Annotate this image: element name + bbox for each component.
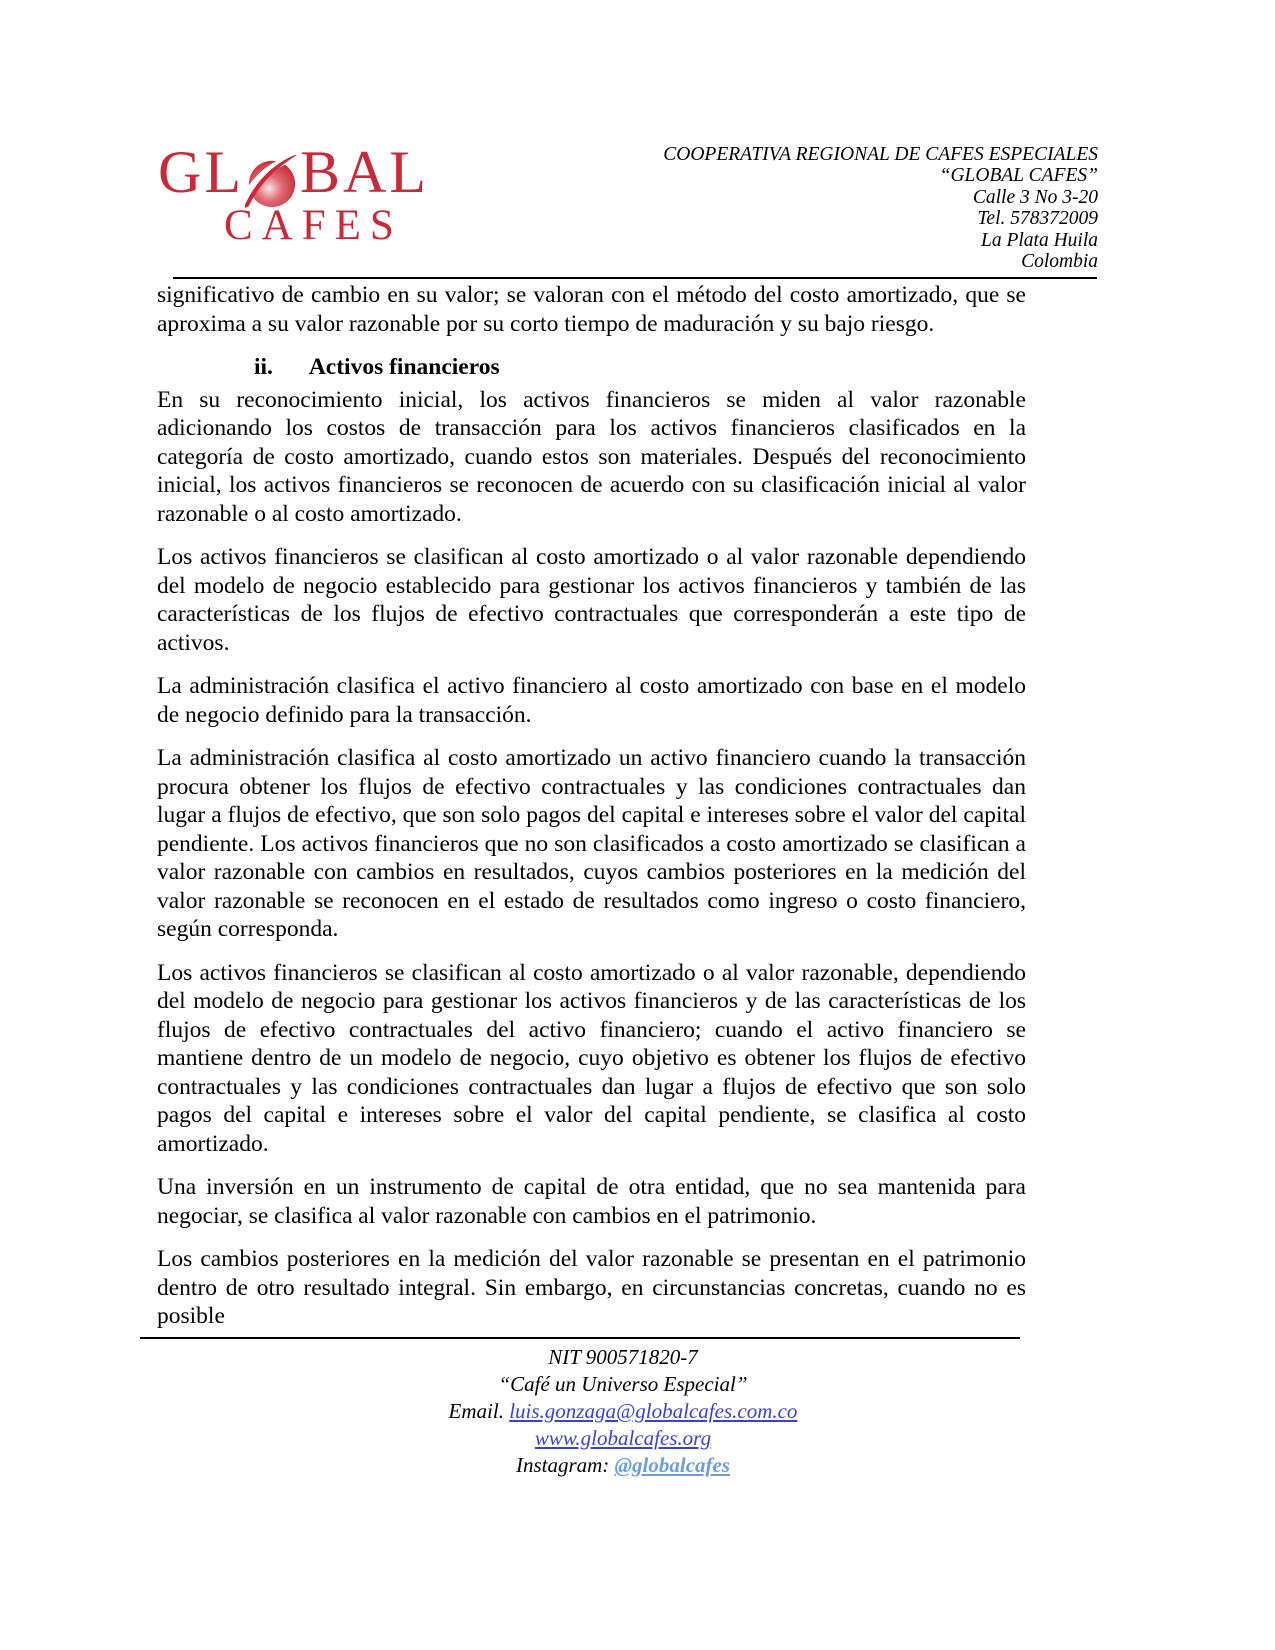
section-title: Activos financieros (308, 354, 500, 380)
email-label: Email. (448, 1399, 510, 1423)
globe-swoosh-icon (245, 155, 299, 209)
logo-wordmark (158, 139, 429, 205)
company-country: Colombia (1021, 251, 1098, 273)
document-body (157, 281, 1026, 1346)
section-number: ii. (254, 354, 273, 380)
footer-nit: NIT 900571820-7 (548, 1345, 698, 1369)
footer-slogan: “Café un Universo Especial” (498, 1372, 748, 1396)
footer-text-block (157, 1344, 1089, 1479)
company-street: Calle 3 No 3-20 (972, 186, 1098, 208)
website-link[interactable]: www.globalcafes.org (534, 1426, 712, 1450)
paragraph: Una inversión en un instrumento de capital de otra entidad, que no sea mantenida para negociar, se clasifica al valor razonable con cambios en el patrimonio. (157, 1174, 1026, 1229)
footer-divider (140, 1337, 1020, 1339)
logo-text-end: BAL (299, 139, 429, 205)
paragraph-intro: significativo de cambio en su valor; se valoran con el método del costo amortizado, que se aproxima a su valor razonable por su corto tiempo de maduración y su bajo riesgo. (157, 282, 1026, 337)
paragraph: Los cambios posteriores en la medición del valor razonable se presentan en el patrimonio dentro de otro resultado integral. Sin embargo, en circunstancias concretas, cuando no es posible (157, 1246, 1026, 1329)
paragraph: La administración clasifica el activo financiero al costo amortizado con base en el modelo de negocio definido para la transacción. (157, 673, 1026, 728)
footer-instagram-line (157, 1452, 1089, 1479)
logo-subtitle: CAFES (224, 202, 403, 249)
company-city: La Plata Huila (980, 229, 1098, 251)
header-divider (173, 277, 1097, 279)
paragraph: Los activos financieros se clasifican al costo amortizado o al valor razonable, dependiendo del modelo de negocio para gestionar los activos financieros y de las características de los flujos de efectivo contractuales del activo financiero; cuando el activo financiero se mantiene dentro de un modelo de negocio, cuyo objetivo es obtener los flujos de efectivo contractuales y las condiciones contractuales dan lugar a flujos de efectivo que son solo pagos del capital e intereses sobre el valor del capital pendiente, se clasifica al costo amortizado. (157, 959, 1026, 1157)
global-cafes-logo (158, 139, 429, 249)
company-phone: Tel. 578372009 (977, 208, 1098, 230)
instagram-label: Instagram: (515, 1453, 615, 1477)
section-heading (157, 353, 1026, 382)
instagram-link[interactable]: @globalcafes (614, 1453, 731, 1477)
company-name: COOPERATIVA REGIONAL DE CAFES ESPECIALES (663, 144, 1098, 165)
paragraph: La administración clasifica al costo amortizado un activo financiero cuando la transacción procura obtener los flujos de efectivo contractuales y las condiciones contractuales dan lugar a flujos de efectivo, que son solo pagos del capital e intereses sobre el valor del capital pendiente. Los activos financieros que no son clasificados a costo amortizado se clasifican a valor razonable con cambios en resultados, cuyos cambios posteriores en la medición del valor razonable se reconocen en el estado de resultados como ingreso o costo financiero, según corresponda. (157, 745, 1026, 942)
footer-email-line (157, 1398, 1089, 1425)
paragraph: Los activos financieros se clasifican al costo amortizado o al valor razonable dependiendo del modelo de negocio establecido para gestionar los activos financieros y también de las características de los flujos de efectivo contractuales que corresponderán a este tipo de activos. (157, 544, 1026, 656)
logo-text-start: GL (158, 139, 244, 205)
paragraph: En su reconocimiento inicial, los activos financieros se miden al valor razonable adicionando los costos de transacción para los activos financieros clasificados en la categoría de costo amortizado, cuando estos son materiales. Después del reconocimiento inicial, los activos financieros se reconocen de acuerdo con su clasificación inicial al valor razonable o al costo amortizado. (157, 386, 1026, 527)
company-brand: “GLOBAL CAFES” (939, 165, 1098, 187)
email-link[interactable]: luis.gonzaga@globalcafes.com.co (509, 1399, 798, 1423)
footer-website-line (157, 1425, 1089, 1452)
company-address-block (663, 142, 1098, 272)
letterhead (158, 139, 1098, 273)
